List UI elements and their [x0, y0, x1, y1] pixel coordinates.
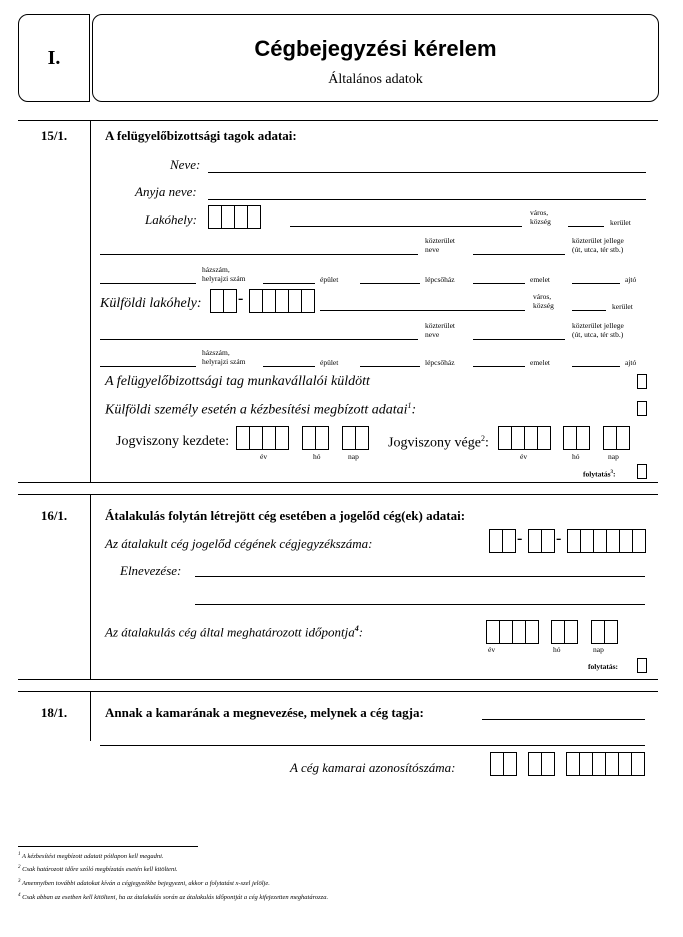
- section-16-heading: Átalakulás folytán létrejött cég esetében a jogelőd cég(ek) adatai:: [105, 508, 466, 523]
- folytatas-checkbox-16[interactable]: [637, 658, 647, 673]
- ajto-label: ajtó: [625, 275, 637, 284]
- footnote-3: [18, 879, 270, 887]
- folytatas-text-15: folytatás: [583, 469, 611, 479]
- section-18-heading: Annak a kamarának a megnevezése, melynek a cég tagja:: [105, 705, 424, 720]
- lepcsohaz-label: lépcsőház: [425, 275, 455, 284]
- emelet-label: emelet: [530, 275, 550, 284]
- jogviszony-kezdete-label: Jogviszony kezdete:: [116, 434, 230, 449]
- lakohely-emelet-field[interactable]: [473, 283, 525, 284]
- section-15-number: 15/1.: [40, 128, 68, 143]
- section-16-bottom-rule: [18, 679, 658, 680]
- kezdete-nap-label: nap: [348, 452, 359, 461]
- kulfoldi-kozterulet-jellege-field[interactable]: [473, 339, 565, 340]
- footnote-ref-1: 1: [407, 401, 412, 410]
- footnote-ref-2: 2: [480, 434, 485, 443]
- neve-label: Neve:: [170, 157, 201, 172]
- anyja-neve-label: Anyja neve:: [135, 184, 197, 199]
- section-number-box: [18, 14, 90, 102]
- lakohely-postcode-cells[interactable]: [208, 205, 261, 229]
- idopont-nap-cells[interactable]: [591, 620, 618, 644]
- title-box: [92, 14, 659, 102]
- munkavallaloi-label: A felügyelőbizottsági tag munkavállalói küldött: [105, 374, 370, 389]
- section-15-divider: [90, 120, 91, 482]
- kulfoldi-emelet-field[interactable]: [473, 366, 525, 367]
- idopont-ho-label: hó: [553, 645, 561, 654]
- kulfoldi-kozterulet-neve-field[interactable]: [100, 339, 418, 340]
- section-16-number: 16/1.: [40, 508, 68, 523]
- lakohely-varos-field[interactable]: [290, 226, 522, 227]
- kerulet-label: kerület: [610, 218, 631, 227]
- kulfoldi-varos-field[interactable]: [320, 310, 525, 311]
- kezbesitesi-label: [105, 401, 416, 419]
- kulfoldi-kerulet-field[interactable]: [572, 310, 606, 311]
- footnote-4-text: Csak abban az esetben kell kitölteni, ha az átalakulás során az átalakulás időpontját a cég kifejezetten meghatározza.: [22, 894, 329, 902]
- cegjegyzekszam-number-cells[interactable]: [567, 529, 646, 553]
- kamara-field-1[interactable]: [482, 719, 645, 720]
- kozterulet-neve-label-2: közterület neve: [425, 321, 455, 339]
- section-15-heading: A felügyelőbizottsági tagok adatai:: [105, 128, 297, 143]
- footnote-2: [18, 865, 178, 873]
- kozterulet-neve-label: közterület neve: [425, 236, 455, 254]
- lakohely-kozterulet-neve-field[interactable]: [100, 254, 418, 255]
- vege-nap-label: nap: [608, 452, 619, 461]
- footnote-ref-4: 4: [354, 624, 359, 633]
- section-18-divider: [90, 691, 91, 741]
- section-16-divider: [90, 494, 91, 679]
- lakohely-lepcsohaz-field[interactable]: [360, 283, 420, 284]
- folytatas-label-16: folytatás:: [588, 662, 618, 671]
- azonosito-cells-2[interactable]: [528, 752, 555, 776]
- jogviszony-vege-label: [388, 434, 489, 452]
- kulfoldi-country-cells[interactable]: [210, 289, 237, 313]
- idopont-label: [105, 624, 363, 640]
- kulfoldi-hazszam-field[interactable]: [100, 366, 196, 367]
- kezbesitesi-checkbox[interactable]: [637, 401, 647, 416]
- lakohely-epulet-field[interactable]: [263, 283, 315, 284]
- lakohely-ajto-field[interactable]: [572, 283, 620, 284]
- section-18-top-rule: [18, 691, 658, 692]
- section-18-number: 18/1.: [40, 705, 68, 720]
- azonosito-cells-3[interactable]: [566, 752, 645, 776]
- kulfoldi-lepcsohaz-field[interactable]: [360, 366, 420, 367]
- kerulet-label-2: kerület: [612, 302, 633, 311]
- azonosito-cells-1[interactable]: [490, 752, 517, 776]
- idopont-nap-label: nap: [593, 645, 604, 654]
- idopont-text: Az átalakulás cég által meghatározott időpontja: [105, 624, 355, 640]
- idopont-ev-label: év: [488, 645, 496, 654]
- vege-ev-label: év: [520, 452, 528, 461]
- kezdete-ev-label: év: [260, 452, 268, 461]
- kulfoldi-epulet-field[interactable]: [263, 366, 315, 367]
- idopont-ev-cells[interactable]: [486, 620, 539, 644]
- folytatas-label-15: [583, 468, 616, 479]
- dash: -: [238, 290, 244, 307]
- footnote-3-number: 3: [18, 879, 21, 884]
- kulfoldi-lakohely-label: Külföldi lakóhely:: [100, 296, 202, 311]
- cegjegyzekszam-type-cells[interactable]: [528, 529, 555, 553]
- idopont-ho-cells[interactable]: [551, 620, 578, 644]
- lepcsohaz-label-2: lépcsőház: [425, 358, 455, 367]
- epulet-label: épület: [320, 275, 339, 284]
- footnote-1: [18, 852, 164, 860]
- roman-numeral: I.: [47, 47, 61, 69]
- anyja-neve-field[interactable]: [208, 199, 646, 200]
- kezdete-ev-cells[interactable]: [236, 426, 289, 450]
- vege-ho-label: hó: [572, 452, 580, 461]
- kezdete-ho-label: hó: [313, 452, 321, 461]
- elnevezese-field-1[interactable]: [195, 576, 645, 577]
- footnote-2-text: Csak határozott időre szóló megbízatás esetén kell kitölteni.: [22, 866, 178, 874]
- kezdete-ho-cells[interactable]: [302, 426, 329, 450]
- vege-ev-cells[interactable]: [498, 426, 551, 450]
- footnote-1-number: 1: [18, 852, 21, 857]
- jogviszony-vege-text: Jogviszony vége: [388, 435, 481, 451]
- kozterulet-jellege-label: közterület jellege (út, utca, tér stb.): [572, 236, 624, 254]
- neve-field[interactable]: [208, 172, 646, 173]
- vege-nap-cells[interactable]: [603, 426, 630, 450]
- footnote-3-text: Amennyiben további adatokat kíván a cégjegyzékbe bejegyezni, akkor a folytatást x-szel jelölje.: [22, 880, 270, 888]
- folytatas-colon-15: :: [613, 469, 616, 479]
- dash-3: -: [556, 530, 562, 547]
- idopont-colon: :: [358, 624, 364, 640]
- elnevezese-label: Elnevezése:: [120, 563, 182, 578]
- elnevezese-field-2[interactable]: [195, 604, 645, 605]
- page-subtitle: Általános adatok: [328, 72, 423, 87]
- vege-ho-cells[interactable]: [563, 426, 590, 450]
- folytatas-checkbox-15[interactable]: [637, 464, 647, 479]
- ajto-label-2: ajtó: [625, 358, 637, 367]
- footnote-separator: [18, 846, 198, 847]
- lakohely-kerulet-field[interactable]: [568, 226, 604, 227]
- lakohely-label: Lakóhely:: [145, 212, 197, 227]
- dash-2: -: [517, 530, 523, 547]
- hazszam-label: házszám, helyrajzi szám: [202, 265, 246, 283]
- kulfoldi-postcode-cells[interactable]: [249, 289, 315, 313]
- varos-kozseg-label: város, község: [530, 208, 551, 226]
- footnote-4: [18, 893, 328, 901]
- hazszam-label-2: házszám, helyrajzi szám: [202, 348, 246, 366]
- footnote-1-text: A kézbesítési megbízott adatait pótlapon kell megadni.: [22, 853, 164, 861]
- page-title: Cégbejegyzési kérelem: [254, 36, 497, 61]
- azonosito-label: A cég kamarai azonosítószáma:: [290, 760, 456, 775]
- section-15-bottom-rule: [18, 482, 658, 483]
- footnote-ref-3: 3: [610, 470, 613, 475]
- kezdete-nap-cells[interactable]: [342, 426, 369, 450]
- epulet-label-2: épület: [320, 358, 339, 367]
- section-16-top-rule: [18, 494, 658, 495]
- section-15-top-rule: [18, 120, 658, 121]
- footnote-4-number: 4: [18, 893, 21, 898]
- lakohely-kozterulet-jellege-field[interactable]: [473, 254, 565, 255]
- lakohely-hazszam-field[interactable]: [100, 283, 196, 284]
- cegjegyzekszam-label: Az átalakult cég jogelőd cégének cégjegyzékszáma:: [105, 536, 373, 551]
- kezbesitesi-text: Külföldi személy esetén a kézbesítési megbízott adatai: [105, 402, 408, 418]
- kamara-field-2[interactable]: [100, 745, 645, 746]
- cegjegyzekszam-court-cells[interactable]: [489, 529, 516, 553]
- emelet-label-2: emelet: [530, 358, 550, 367]
- kezbesitesi-colon: :: [411, 402, 417, 418]
- varos-kozseg-label-2: város, község: [533, 292, 554, 310]
- munkavallaloi-checkbox[interactable]: [637, 374, 647, 389]
- footnote-2-number: 2: [18, 865, 21, 870]
- jogviszony-vege-colon: :: [484, 435, 489, 451]
- kulfoldi-ajto-field[interactable]: [572, 366, 620, 367]
- kozterulet-jellege-label-2: közterület jellege (út, utca, tér stb.): [572, 321, 624, 339]
